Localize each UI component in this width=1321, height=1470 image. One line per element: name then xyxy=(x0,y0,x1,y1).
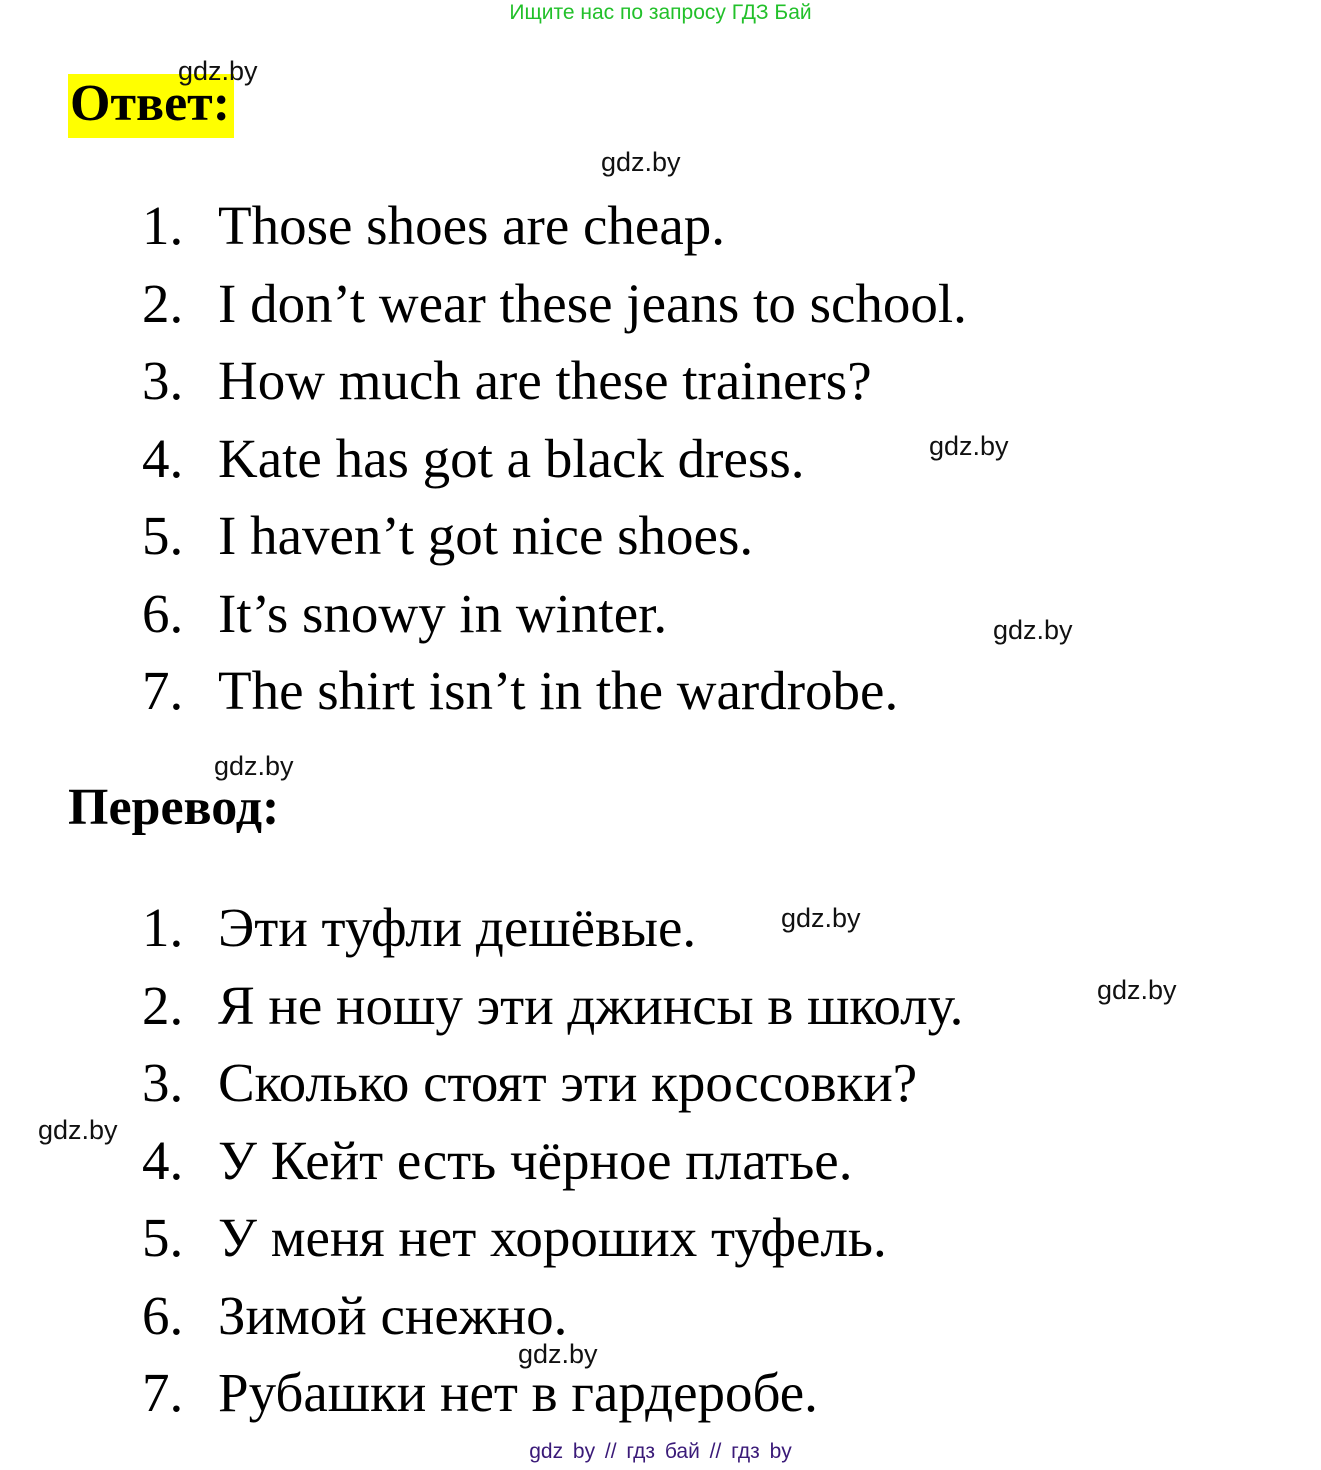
answer-list xyxy=(142,194,967,737)
watermark: gdz.by xyxy=(1097,975,1177,1005)
list-item xyxy=(142,194,967,272)
item-text: Я не ношу эти джинсы в школу. xyxy=(218,974,964,1036)
item-number: 6. xyxy=(142,582,184,644)
item-number: 7. xyxy=(142,660,184,721)
item-text: Сколько стоят эти кроссовки? xyxy=(218,1052,918,1113)
watermark: gdz.by xyxy=(781,903,861,933)
list-item xyxy=(142,427,967,505)
item-number: 2. xyxy=(142,272,184,334)
list-item xyxy=(142,1361,963,1439)
footer-links: gdz by // гдз бай // гдз by xyxy=(529,1440,792,1463)
item-number: 4. xyxy=(142,427,184,489)
list-item xyxy=(142,1051,963,1129)
watermark: gdz.by xyxy=(38,1115,118,1145)
item-number: 7. xyxy=(142,1362,184,1423)
item-number: 5. xyxy=(142,505,184,566)
item-number: 3. xyxy=(142,350,184,411)
watermark: gdz.by xyxy=(178,56,258,86)
item-text: У меня нет хороших туфель. xyxy=(218,1207,887,1268)
list-item xyxy=(142,504,967,582)
watermark: gdz.by xyxy=(601,147,681,177)
watermark: gdz.by xyxy=(214,751,294,781)
translation-heading: Перевод: xyxy=(68,779,280,836)
item-number: 6. xyxy=(142,1284,184,1346)
item-text: I haven’t got nice shoes. xyxy=(218,505,754,566)
item-text: It’s snowy in winter. xyxy=(218,582,668,644)
item-text: Рубашки нет в гардеробе. xyxy=(218,1362,818,1423)
item-number: 1. xyxy=(142,195,184,256)
list-item xyxy=(142,582,967,660)
item-number: 2. xyxy=(142,974,184,1036)
item-text: У Кейт есть чёрное платье. xyxy=(218,1129,853,1191)
item-text: Kate has got a black dress. xyxy=(218,427,805,489)
list-item xyxy=(142,659,967,737)
list-item xyxy=(142,1129,963,1207)
watermark: gdz.by xyxy=(929,431,1009,461)
list-item xyxy=(142,1206,963,1284)
list-item xyxy=(142,974,963,1052)
list-item xyxy=(142,349,967,427)
item-number: 5. xyxy=(142,1207,184,1268)
item-text: Эти туфли дешёвые. xyxy=(218,897,697,958)
answer-heading: Ответ: xyxy=(68,74,234,138)
search-banner: Ищите нас по запросу ГДЗ Бай xyxy=(509,1,812,24)
item-number: 4. xyxy=(142,1129,184,1191)
watermark: gdz.by xyxy=(518,1339,598,1369)
watermark: gdz.by xyxy=(993,615,1073,645)
item-number: 3. xyxy=(142,1052,184,1113)
item-number: 1. xyxy=(142,897,184,958)
item-text: How much are these trainers? xyxy=(218,350,872,411)
item-text: The shirt isn’t in the wardrobe. xyxy=(218,660,899,721)
item-text: Those shoes are cheap. xyxy=(218,195,726,256)
item-text: Зимой снежно. xyxy=(218,1284,568,1346)
list-item xyxy=(142,272,967,350)
item-text: I don’t wear these jeans to school. xyxy=(218,272,967,334)
